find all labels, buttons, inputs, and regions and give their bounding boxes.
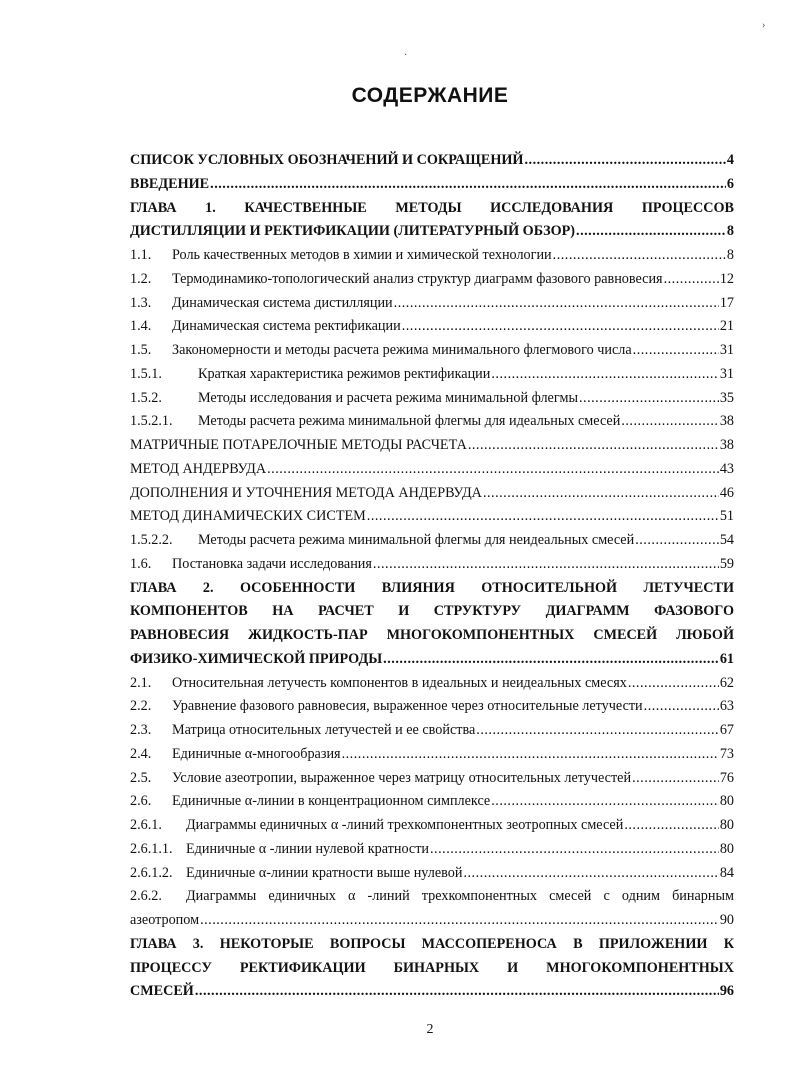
toc-entry[interactable] xyxy=(130,173,734,197)
toc-entry-number: 2.3. xyxy=(130,722,152,738)
toc-entry[interactable] xyxy=(130,197,734,245)
toc-entry-text: Методы исследования и расчета режима минимальной флегмы xyxy=(198,389,578,406)
toc-entry-text: Краткая характеристика режимов ректификации xyxy=(198,365,491,382)
toc-entry-line xyxy=(130,387,734,411)
dot-leader xyxy=(628,672,719,696)
dot-leader xyxy=(491,363,718,387)
dot-leader xyxy=(476,719,719,743)
toc-entry-text: Единичные α-линии кратности выше нулевой xyxy=(186,864,463,881)
toc-entry-page: 63 xyxy=(719,698,734,715)
toc-entry-line xyxy=(130,743,734,767)
toc-entry-text: Динамическая система дистилляции xyxy=(172,294,393,311)
toc-entry-number: 1.4. xyxy=(130,318,152,335)
toc-entry-text: Постановка задачи исследования xyxy=(172,555,372,572)
dot-leader xyxy=(383,648,719,672)
toc-entry-text: Относительная летучесть компонентов в идеальных и неидеальных смесях xyxy=(172,674,627,691)
toc-entry-line xyxy=(130,363,734,387)
dot-leader xyxy=(579,387,719,411)
toc-entry-page: 12 xyxy=(719,270,734,287)
toc-entry-page: 4 xyxy=(726,152,734,168)
toc-entry-number: 2.6. xyxy=(130,793,152,810)
toc-entry[interactable] xyxy=(130,814,734,838)
toc-entry-number: 1.5.2. xyxy=(130,389,162,406)
dot-leader xyxy=(342,743,719,767)
dot-leader xyxy=(373,553,719,577)
dot-leader xyxy=(635,529,719,553)
toc-entry-text: Матрица относительных летучестей и ее свойства xyxy=(172,722,476,738)
toc-entry-line xyxy=(130,648,734,672)
toc-entry-number: 1.5. xyxy=(130,342,152,358)
toc-entry[interactable] xyxy=(130,244,734,268)
toc-entry-line xyxy=(130,790,734,814)
toc-entry-line xyxy=(130,315,734,339)
scan-speck: › xyxy=(762,20,766,31)
toc-entry-page: 76 xyxy=(719,769,734,786)
toc-entry-text: Термодинамико-топологический анализ структур диаграмм фазового равновесия xyxy=(172,270,663,287)
toc-entry-number: 1.5.2.1. xyxy=(130,413,173,430)
toc-entry-line: КОМПОНЕНТОВ НА РАСЧЕТ И СТРУКТУРУ ДИАГРАММ ФАЗОВОГО xyxy=(130,603,734,620)
toc-entry-text: ДИСТИЛЛЯЦИИ И РЕКТИФИКАЦИИ (ЛИТЕРАТУРНЫЙ ОБЗОР) xyxy=(130,223,576,240)
page-number: 2 xyxy=(426,1022,434,1037)
dot-leader xyxy=(633,339,719,363)
toc-entry[interactable] xyxy=(130,743,734,767)
toc-entry-text: Динамическая система ректификации xyxy=(172,318,401,335)
toc-entry-line xyxy=(130,814,734,838)
toc-entry[interactable] xyxy=(130,885,734,933)
toc-entry-line xyxy=(130,149,734,173)
toc-entry-line xyxy=(130,292,734,316)
toc-entry[interactable] xyxy=(130,577,734,672)
dot-leader xyxy=(632,767,719,791)
toc-entry-line: ГЛАВА 2. ОСОБЕННОСТИ ВЛИЯНИЯ ОТНОСИТЕЛЬНОЙ ЛЕТУЧЕСТИ xyxy=(130,579,734,596)
dot-leader xyxy=(576,220,726,244)
toc-entry-number: 1.5.2.2. xyxy=(130,532,173,548)
toc-entry-line xyxy=(130,767,734,791)
toc-entry-line xyxy=(130,458,734,482)
toc-entry-text: Единичные α -линии нулевой кратности xyxy=(186,840,429,857)
toc-entry-page: 38 xyxy=(719,413,734,430)
toc-entry-number: 2.6.1.1. xyxy=(130,840,173,857)
toc-entry[interactable] xyxy=(130,410,734,434)
toc-entry-text: Уравнение фазового равновесия, выраженное через относительные летучести xyxy=(172,698,643,715)
dot-leader xyxy=(491,790,719,814)
toc-entry-page: 59 xyxy=(719,555,734,572)
toc-entry-page: 73 xyxy=(719,745,734,762)
toc-entry[interactable] xyxy=(130,315,734,339)
toc-entry-page: 67 xyxy=(719,722,734,738)
toc-entry-number: 2.2. xyxy=(130,698,152,715)
toc-entry-page: 38 xyxy=(719,437,734,453)
toc-entry[interactable] xyxy=(130,482,734,506)
toc-entry-page: 90 xyxy=(719,912,734,928)
dot-leader xyxy=(624,814,719,838)
toc-entry-page: 54 xyxy=(719,532,734,548)
toc-entry-number: 2.6.2. xyxy=(130,888,162,905)
toc-entry[interactable] xyxy=(130,339,734,363)
toc-entry[interactable] xyxy=(130,149,734,173)
toc-entry-text: ВВЕДЕНИЕ xyxy=(130,175,210,192)
toc-entry[interactable] xyxy=(130,933,734,1004)
toc-entry-number: 1.1. xyxy=(130,247,152,263)
toc-entry-text: Диаграммы единичных α -линий трехкомпонентных зеотропных смесей xyxy=(186,817,624,833)
dot-leader xyxy=(553,244,726,268)
toc-entry-page: 8 xyxy=(726,247,734,263)
toc-entry-line xyxy=(130,339,734,363)
toc-entry-line xyxy=(130,909,734,933)
toc-entry-text: Единичные α-линии в концентрационном симплексе xyxy=(172,793,491,810)
toc-entry[interactable] xyxy=(130,363,734,387)
toc-entry-page: 61 xyxy=(719,650,734,667)
dot-leader xyxy=(463,862,718,886)
toc-entry-line xyxy=(130,244,734,268)
toc-entry[interactable] xyxy=(130,529,734,553)
toc-entry-line xyxy=(130,719,734,743)
toc-entry-page: 17 xyxy=(719,294,734,311)
toc-entry-line xyxy=(130,529,734,553)
toc-entry-text: Роль качественных методов в химии и химической технологии xyxy=(172,247,552,263)
dot-leader xyxy=(483,482,719,506)
toc-entry-page: 31 xyxy=(719,365,734,382)
toc-entry-number: 1.3. xyxy=(130,294,152,311)
toc-entry-text: МАТРИЧНЫЕ ПОТАРЕЛОЧНЫЕ МЕТОДЫ РАСЧЕТА xyxy=(130,437,467,453)
toc-entry-number: 1.6. xyxy=(130,555,152,572)
toc-entry-line xyxy=(130,410,734,434)
toc-entry-line: ГЛАВА 3. НЕКОТОРЫЕ ВОПРОСЫ МАССОПЕРЕНОСА В ПРИЛОЖЕНИИ К xyxy=(130,935,734,952)
dot-leader xyxy=(664,268,719,292)
toc-entry-text: Единичные α-многообразия xyxy=(172,745,341,762)
toc-entry-page: 35 xyxy=(719,389,734,406)
toc-entry-page: 6 xyxy=(726,175,734,192)
toc-entry-page: 80 xyxy=(719,817,734,833)
dot-leader xyxy=(468,434,719,458)
toc-entry-line xyxy=(130,838,734,862)
toc-entry-number: 1.5.1. xyxy=(130,365,162,382)
toc-entry-page: 8 xyxy=(726,223,734,240)
dot-leader xyxy=(524,149,725,173)
dot-leader xyxy=(644,695,719,719)
toc-entry-text: СМЕСЕЙ xyxy=(130,983,194,1000)
toc-entry-line xyxy=(130,672,734,696)
dot-leader xyxy=(621,410,719,434)
toc-entry-text: Условие азеотропии, выраженное через матрицу относительных летучестей xyxy=(172,769,632,786)
toc-entry-line xyxy=(130,505,734,529)
toc-entry-line xyxy=(130,482,734,506)
toc-entry[interactable] xyxy=(130,458,734,482)
dot-leader xyxy=(267,458,719,482)
toc-entry-page: 51 xyxy=(719,508,734,525)
toc-entry[interactable] xyxy=(130,292,734,316)
toc-entry-text: Методы расчета режима минимальной флегмы для идеальных смесей xyxy=(198,413,621,430)
dot-leader xyxy=(402,315,719,339)
toc-entry-number: 1.2. xyxy=(130,270,152,287)
dot-leader xyxy=(430,838,719,862)
page-title: СОДЕРЖАНИЕ xyxy=(351,84,509,107)
toc-entry[interactable] xyxy=(130,434,734,458)
dot-leader xyxy=(200,909,719,933)
toc-entry[interactable] xyxy=(130,767,734,791)
toc-entry-text: Диаграммы единичных α -линий трехкомпонентных смесей с одним бинарным xyxy=(186,888,734,905)
toc-entry-page: 80 xyxy=(719,840,734,857)
toc-entry-line xyxy=(130,268,734,292)
toc-entry-line: ГЛАВА 1. КАЧЕСТВЕННЫЕ МЕТОДЫ ИССЛЕДОВАНИЯ ПРОЦЕССОВ xyxy=(130,199,734,216)
toc-entry-text: МЕТОД АНДЕРВУДА xyxy=(130,460,267,477)
toc-entry-number: 2.1. xyxy=(130,674,152,691)
toc-entry-text: Методы расчета режима минимальной флегмы для неидеальных смесей xyxy=(198,532,635,548)
toc-entry-line xyxy=(130,220,734,244)
toc-entry[interactable] xyxy=(130,553,734,577)
toc-entry-text: МЕТОД ДИНАМИЧЕСКИХ СИСТЕМ xyxy=(130,508,366,525)
toc-entry[interactable] xyxy=(130,719,734,743)
toc-entry-text: ФИЗИКО-ХИМИЧЕСКОЙ ПРИРОДЫ xyxy=(130,650,383,667)
toc-entry-page: 80 xyxy=(719,793,734,810)
toc-entry-page: 43 xyxy=(719,460,734,477)
toc-entry-number: 2.6.1. xyxy=(130,817,162,833)
toc-entry-number: 2.4. xyxy=(130,745,152,762)
toc-entry-number: 2.5. xyxy=(130,769,152,786)
toc-entry-number: 2.6.1.2. xyxy=(130,864,173,881)
dot-leader xyxy=(367,505,719,529)
toc-entry-page: 46 xyxy=(719,484,734,501)
scan-speck: · xyxy=(404,50,408,61)
toc-entry[interactable] xyxy=(130,695,734,719)
toc-entry-line xyxy=(130,434,734,458)
dot-leader xyxy=(195,980,719,1004)
toc-entry[interactable] xyxy=(130,862,734,886)
toc-entry-line xyxy=(130,553,734,577)
toc-entry[interactable] xyxy=(130,838,734,862)
table-of-contents xyxy=(130,149,734,1004)
toc-entry[interactable] xyxy=(130,790,734,814)
toc-entry-text: Закономерности и методы расчета режима минимального флегмового числа xyxy=(172,342,632,358)
toc-entry-line xyxy=(130,980,734,1004)
toc-entry-line xyxy=(130,695,734,719)
toc-entry-page: 84 xyxy=(719,864,734,881)
toc-entry-line: ПРОЦЕССУ РЕКТИФИКАЦИИ БИНАРНЫХ И МНОГОКОМПОНЕНТНЫХ xyxy=(130,959,734,976)
toc-entry-page: 62 xyxy=(719,674,734,691)
toc-entry[interactable] xyxy=(130,268,734,292)
toc-entry-line xyxy=(130,173,734,197)
toc-entry-text: СПИСОК УСЛОВНЫХ ОБОЗНАЧЕНИЙ И СОКРАЩЕНИЙ xyxy=(130,152,524,168)
toc-entry[interactable] xyxy=(130,505,734,529)
toc-entry-text: азеотропом xyxy=(130,912,200,928)
toc-entry[interactable] xyxy=(130,387,734,411)
toc-entry-line xyxy=(130,885,734,909)
toc-entry-page: 96 xyxy=(719,983,734,1000)
dot-leader xyxy=(210,173,726,197)
toc-entry-line: РАВНОВЕСИЯ ЖИДКОСТЬ-ПАР МНОГОКОМПОНЕНТНЫХ СМЕСЕЙ ЛЮБОЙ xyxy=(130,627,734,643)
toc-entry-text: ДОПОЛНЕНИЯ И УТОЧНЕНИЯ МЕТОДА АНДЕРВУДА xyxy=(130,484,482,501)
toc-entry-line xyxy=(130,862,734,886)
toc-entry-page: 21 xyxy=(719,318,734,335)
toc-entry[interactable] xyxy=(130,672,734,696)
dot-leader xyxy=(394,292,719,316)
toc-entry-page: 31 xyxy=(719,342,734,358)
